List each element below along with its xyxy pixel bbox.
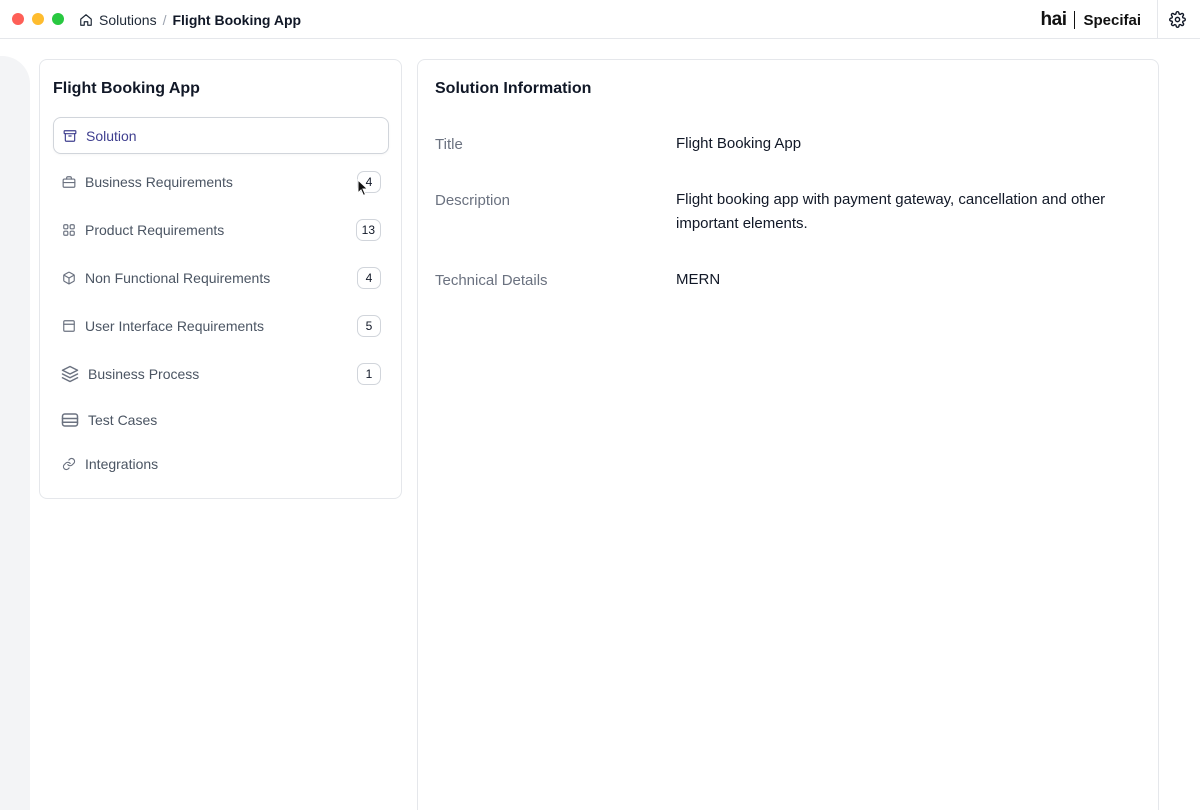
description-label: Description <box>435 192 511 209</box>
brand-logo <box>1041 9 1141 31</box>
sidebar-item-label: Product Requirements <box>85 221 225 238</box>
breadcrumb-solutions-link[interactable]: Solutions <box>99 12 157 28</box>
hai-logo: hai <box>1040 9 1067 30</box>
layers-icon <box>61 365 79 383</box>
box-icon <box>62 271 76 285</box>
database-icon <box>61 411 79 429</box>
brand-divider <box>1074 11 1075 29</box>
briefcase-icon <box>62 175 76 189</box>
archive-icon <box>63 129 77 143</box>
technical-details-value: MERN <box>676 271 721 288</box>
grid-icon <box>62 223 76 237</box>
sidebar-card <box>39 59 402 499</box>
sidebar-item-test-cases[interactable] <box>53 401 389 438</box>
count-badge: 5 <box>357 315 381 337</box>
sidebar-item-integrations[interactable] <box>53 445 389 482</box>
link-icon <box>62 457 76 471</box>
sidebar-item-non-functional-requirements[interactable] <box>53 259 389 296</box>
sidebar-item-label: Non Functional Requirements <box>85 269 271 286</box>
maximize-window-button[interactable] <box>52 13 64 25</box>
sidebar-item-product-requirements[interactable] <box>53 211 389 248</box>
breadcrumb <box>79 11 301 29</box>
count-badge: 13 <box>356 219 381 241</box>
description-value: Flight booking app with payment gateway, cancellation and other important elements. <box>676 191 1106 232</box>
titlebar-divider <box>1157 0 1158 39</box>
section-title: Solution Information <box>435 80 592 97</box>
product-name: Specifai <box>1083 11 1141 29</box>
breadcrumb-current: Flight Booking App <box>172 12 302 28</box>
sidebar-item-solution[interactable] <box>53 117 389 154</box>
sidebar-item-label: Integrations <box>85 455 159 472</box>
solution-information-card <box>417 59 1159 810</box>
sidebar-item-label: Business Requirements <box>85 173 233 190</box>
sidebar-item-business-requirements[interactable] <box>53 163 389 200</box>
minimize-window-button[interactable] <box>32 13 44 25</box>
left-rail <box>0 56 30 810</box>
count-badge: 1 <box>357 363 381 385</box>
home-icon[interactable] <box>79 13 93 27</box>
sidebar-title: Flight Booking App <box>53 80 200 97</box>
sidebar-item-label: Test Cases <box>88 411 158 428</box>
count-badge: 4 <box>357 267 381 289</box>
mouse-cursor-icon <box>357 179 369 197</box>
title-label: Title <box>435 136 463 153</box>
sidebar-item-label: Business Process <box>88 365 200 382</box>
title-bar <box>0 0 1200 39</box>
sidebar-item-label: Solution <box>86 127 137 144</box>
technical-details-label: Technical Details <box>435 272 548 289</box>
title-value: Flight Booking App <box>676 135 802 152</box>
count-badge: 4 <box>357 171 381 193</box>
close-window-button[interactable] <box>12 13 24 25</box>
sidebar-item-user-interface-requirements[interactable] <box>53 307 389 344</box>
breadcrumb-separator: / <box>162 12 167 28</box>
window-icon <box>62 319 76 333</box>
settings-gear-icon[interactable] <box>1169 11 1186 28</box>
sidebar-item-label: User Interface Requirements <box>85 317 264 334</box>
sidebar-item-business-process[interactable] <box>53 355 389 392</box>
